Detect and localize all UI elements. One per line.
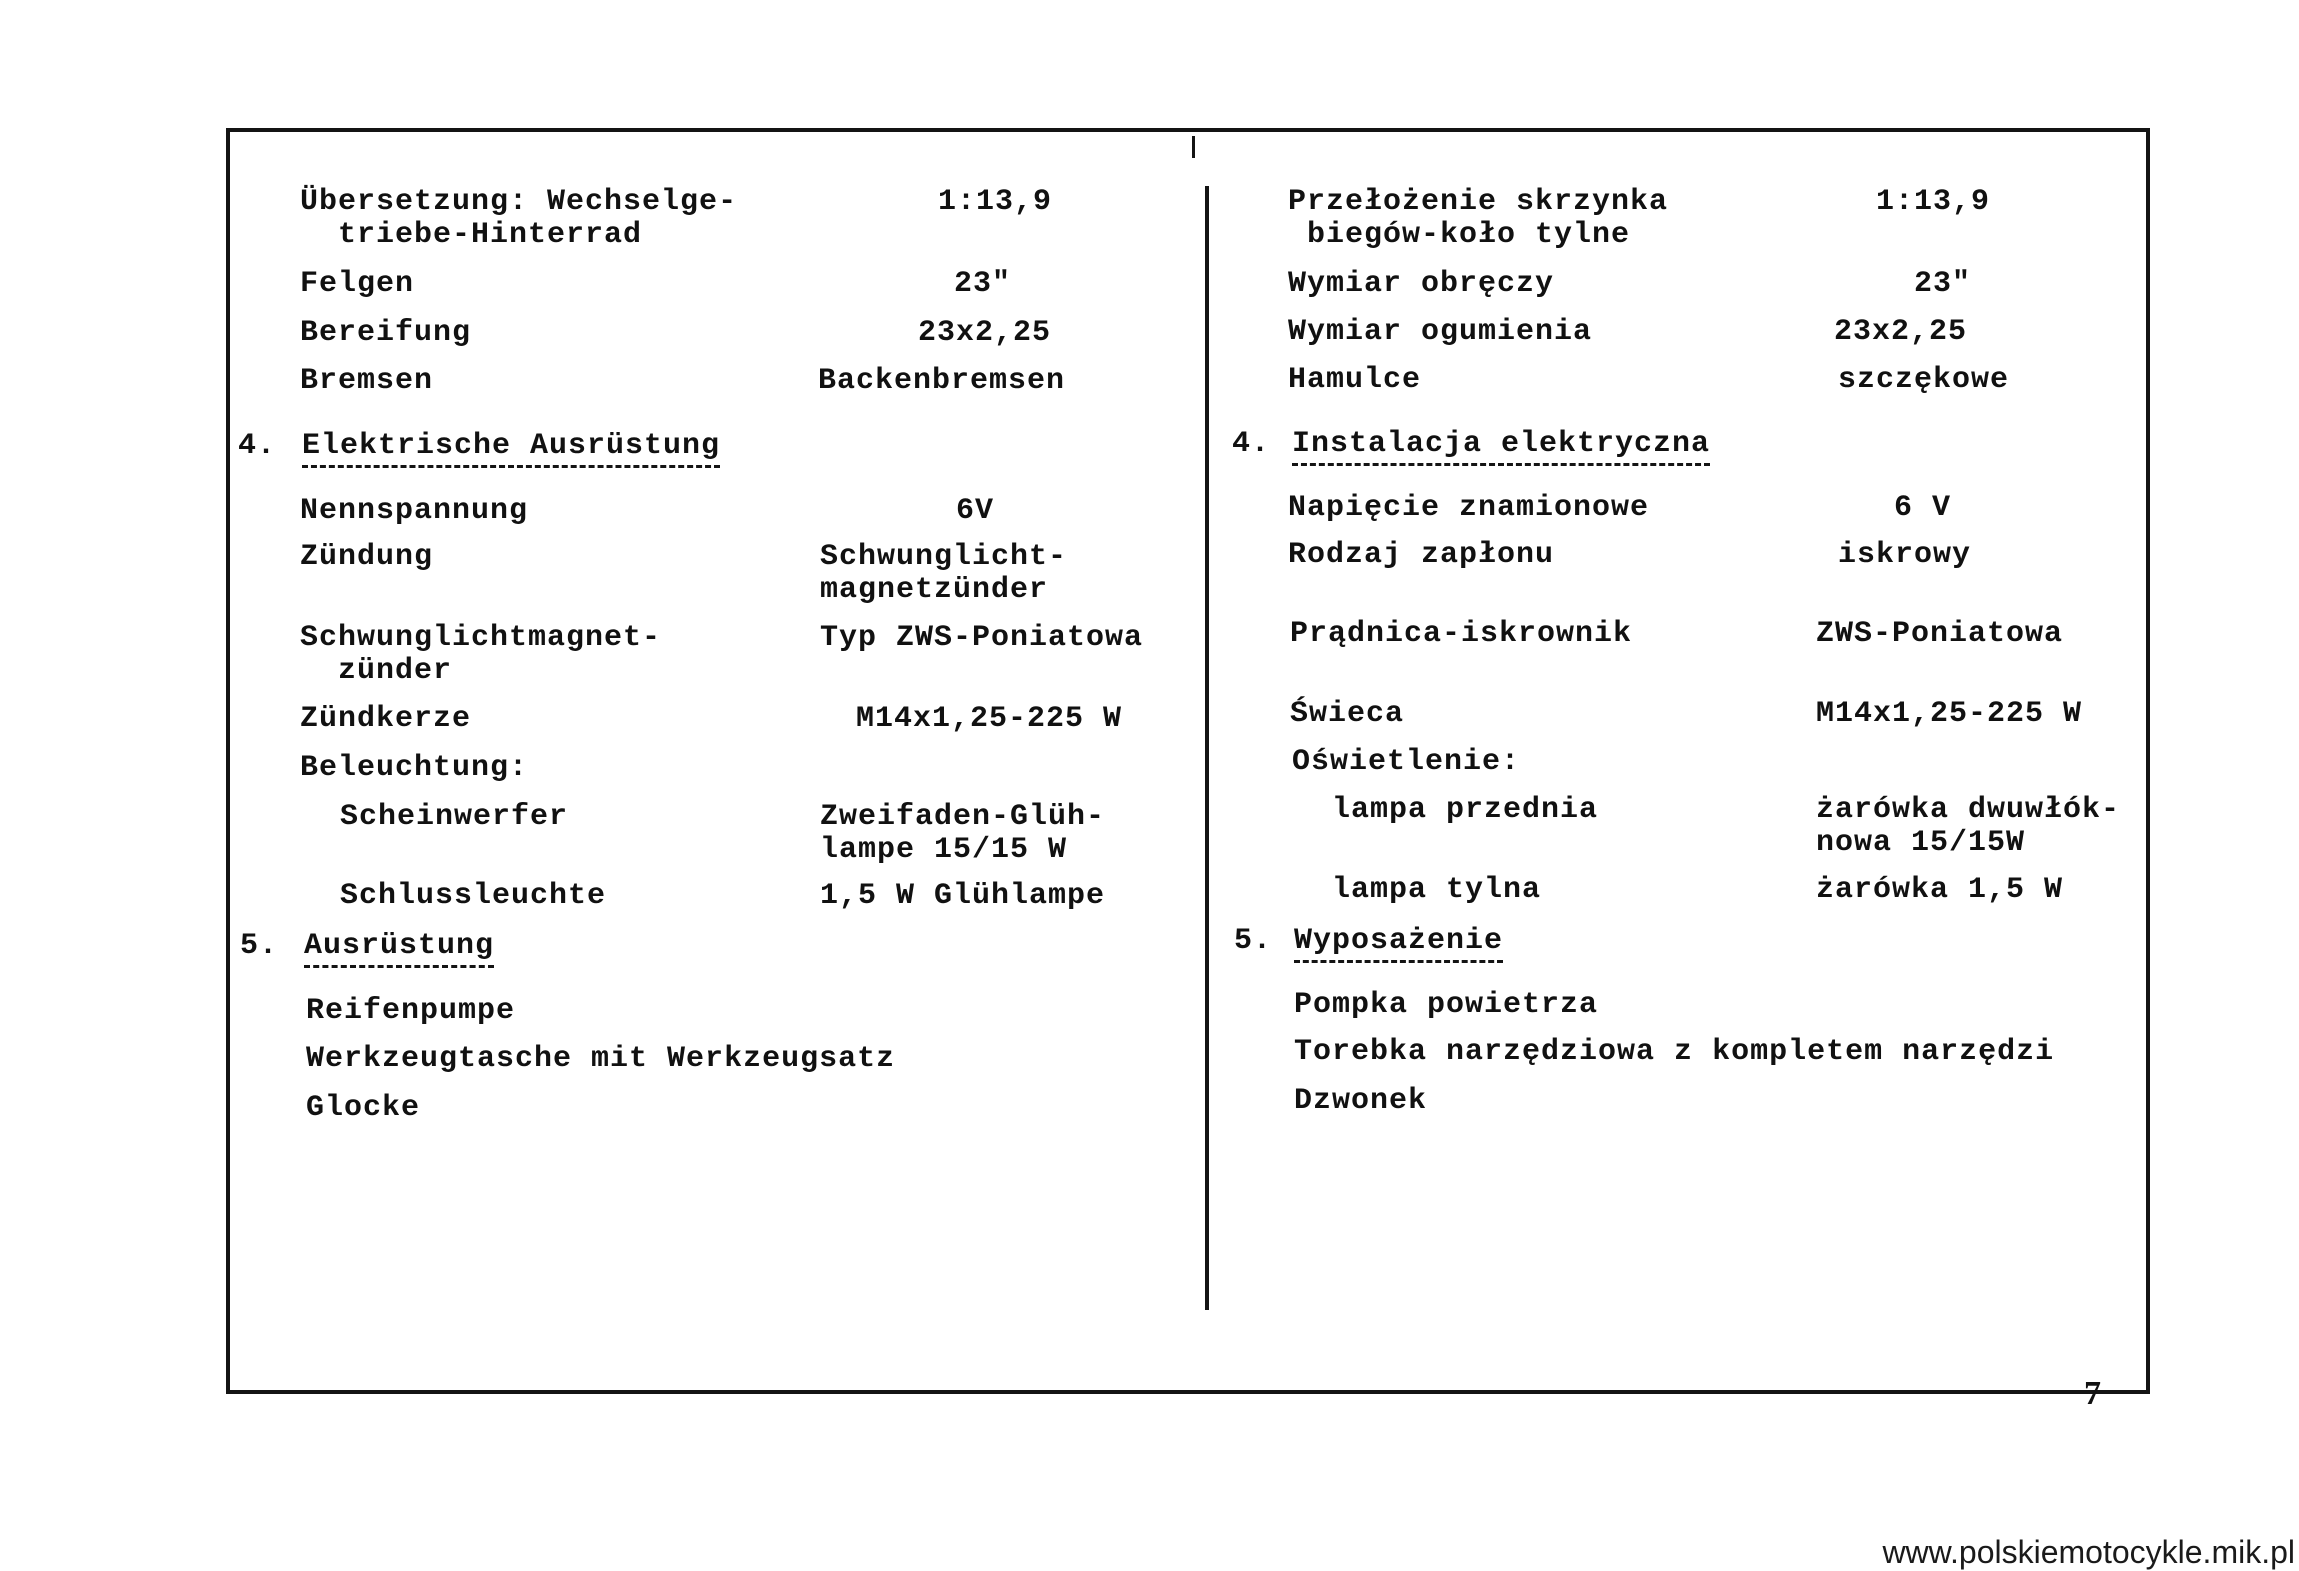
equipment-item: Werkzeugtasche mit Werkzeugsatz [306,1042,896,1076]
section-number: 5. [1234,924,1273,958]
spec-value: iskrowy [1838,538,1972,572]
website-watermark: www.polskiemotocykle.mik.pl [1882,1534,2295,1570]
spec-label: Rodzaj zapłonu [1288,538,1555,572]
spec-value: 1:13,9 [1876,185,1991,219]
spec-value: 6 V [1894,491,1952,525]
section-number: 4. [238,429,277,463]
spec-label: Übersetzung: Wechselge- triebe-Hinterrad [300,185,738,252]
spec-value: 23" [1914,267,1972,301]
spec-value: 23x2,25 [918,316,1052,350]
spec-value: Backenbremsen [818,364,1066,398]
spec-value: Zweifaden-Glüh- lampe 15/15 W [820,800,1106,867]
spec-label: Schlussleuchte [340,879,607,913]
spec-label: Zündung [300,540,434,574]
spec-label: Prądnica-iskrownik [1290,617,1633,651]
spec-label: Felgen [300,267,415,301]
spec-label: Schwunglichtmagnet- zünder [300,621,662,688]
equipment-item: Torebka narzędziowa z kompletem narzędzi [1294,1035,2055,1069]
spec-value: 1:13,9 [938,185,1053,219]
spec-label: Bremsen [300,364,434,398]
spec-label: lampa przednia [1332,793,1599,827]
spec-value: 23x2,25 [1834,315,1968,349]
spec-value: Typ ZWS-Poniatowa [820,621,1144,655]
spec-label: lampa tylna [1332,873,1542,907]
spec-label: Bereifung [300,316,472,350]
section-number: 5. [240,929,279,963]
spec-label: Hamulce [1288,363,1422,397]
spec-label: Nennspannung [300,494,529,528]
spec-label: Wymiar obręczy [1288,267,1555,301]
spec-value: ZWS-Poniatowa [1816,617,2064,651]
spec-label: Zündkerze [300,702,472,736]
spec-label: Napięcie znamionowe [1288,491,1650,525]
spec-value: żarówka dwuwłók- nowa 15/15W [1816,793,2121,860]
spec-label: Scheinwerfer [340,800,569,834]
spec-label: Przełożenie skrzynka biegów-koło tylne [1288,185,1669,252]
section-number: 4. [1232,427,1271,461]
equipment-item: Dzwonek [1294,1084,1428,1118]
spec-value: M14x1,25-225 W [1816,697,2083,731]
divider-tick [1192,136,1195,158]
section-title: Ausrüstung [304,930,494,968]
spec-label: Świeca [1290,697,1405,731]
section-title: Wyposażenie [1294,925,1503,963]
equipment-item: Pompka powietrza [1294,988,1599,1022]
spec-value: M14x1,25-225 W [856,702,1123,736]
equipment-item: Glocke [306,1091,421,1125]
spec-label: Beleuchtung: [300,751,529,785]
spec-value: 1,5 W Glühlampe [820,879,1106,913]
spec-label: Oświetlenie: [1292,745,1521,779]
page-number: 7 [2084,1375,2101,1412]
column-divider [1205,186,1209,1310]
equipment-item: Reifenpumpe [306,994,516,1028]
spec-value: 6V [956,494,995,528]
spec-value: Schwunglicht- magnetzünder [820,540,1068,607]
spec-value: 23" [954,267,1012,301]
section-title: Instalacja elektryczna [1292,428,1710,466]
section-title: Elektrische Ausrüstung [302,430,720,468]
spec-value: szczękowe [1838,363,2010,397]
spec-label: Wymiar ogumienia [1288,315,1593,349]
spec-value: żarówka 1,5 W [1816,873,2064,907]
